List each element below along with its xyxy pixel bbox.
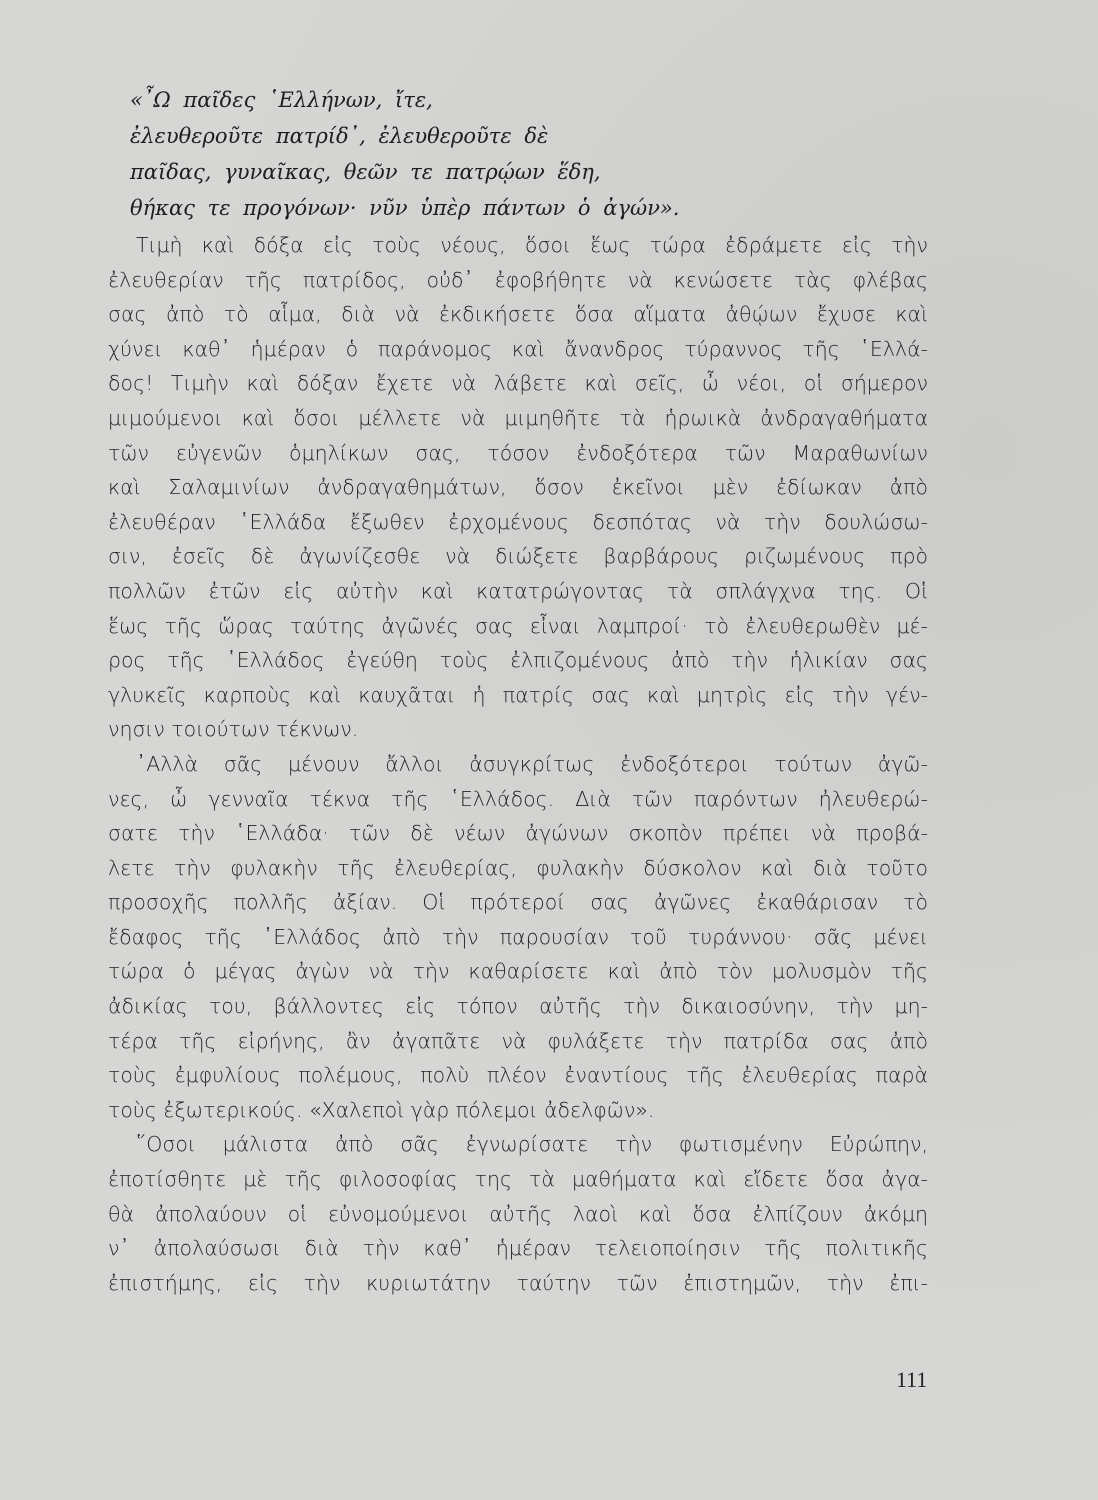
verse-quotation [130, 82, 830, 226]
text-line: σατε τὴν ῾Ελλάδα· τῶν δὲ νέων ἀγώνων σκοπὸν πρέπει νὰ προβά- [108, 821, 928, 846]
text-line: θὰ ἀπολαύουν οἱ εὐνομούμενοι αὐτῆς λαοὶ καὶ ὅσα ἐλπίζουν ἀκόμη [108, 1201, 928, 1226]
text-line: ἐλευθερίαν τῆς πατρίδος, οὐδ᾿ ἐφοβήθητε νὰ κενώσετε τὰς φλέβας [108, 267, 928, 292]
text-line: σιν, ἐσεῖς δὲ ἀγωνίζεσθε νὰ διώξετε βαρβάρους ριζωμένους πρὸ [108, 544, 928, 569]
paragraph [108, 747, 928, 1128]
text-line: σας ἀπὸ τὸ αἷμα, διὰ νὰ ἐκδικήσετε ὅσα αἵματα ἀθῴων ἔχυσε καὶ [108, 302, 928, 327]
text-line: ἐπιστήμης, εἰς τὴν κυριωτάτην ταύτην τῶν ἐπιστημῶν, τὴν ἐπι- [108, 1270, 928, 1295]
text-line: ν᾿ ἀπολαύσωσι διὰ τὴν καθ᾿ ἡμέραν τελειοποίησιν τῆς πολιτικῆς [108, 1236, 928, 1261]
text-line: τοὺς ἐξωτερικούς. «Χαλεποὶ γὰρ πόλεμοι ἀδελφῶν». [108, 1097, 655, 1122]
paragraph [108, 228, 928, 747]
text-line: πολλῶν ἐτῶν εἰς αὐτὴν καὶ κατατρώγοντας τὰ σπλάγχνα της. Οἱ [108, 578, 928, 603]
text-line: τοὺς ἐμφυλίους πολέμους, πολὺ πλέον ἐναντίους τῆς ἐλευθερίας παρὰ [108, 1063, 928, 1088]
verse-line: ἐλευθεροῦτε πατρίδ᾿, ἐλευθεροῦτε δὲ [130, 124, 549, 148]
text-line: ἐλευθέραν ῾Ελλάδα ἔξωθεν ἐρχομένους δεσπότας νὰ τὴν δουλώσω- [108, 509, 928, 534]
text-line: ᾿Αλλὰ σᾶς μένουν ἄλλοι ἀσυγκρίτως ἐνδοξότεροι τούτων ἀγῶ- [136, 751, 928, 776]
text-line: τέρα τῆς εἰρήνης, ἂν ἀγαπᾶτε νὰ φυλάξετε τὴν πατρίδα σας ἀπὸ [108, 1028, 928, 1053]
verse-line: παῖδας, γυναῖκας, θεῶν τε πατρῴων ἕδη, [130, 160, 601, 184]
text-line: δος! Τιμὴν καὶ δόξαν ἔχετε νὰ λάβετε καὶ σεῖς, ὦ νέοι, οἱ σήμερον [108, 371, 928, 396]
text-line: ῞Οσοι μάλιστα ἀπὸ σᾶς ἐγνωρίσατε τὴν φωτισμένην Εὐρώπην, [136, 1132, 928, 1157]
text-line: Τιμὴ καὶ δόξα εἰς τοὺς νέους, ὅσοι ἕως τώρα ἐδράμετε εἰς τὴν [136, 233, 928, 257]
text-line: προσοχῆς πολλῆς ἀξίαν. Οἱ πρότεροί σας ἀγῶνες ἐκαθάρισαν τὸ [108, 890, 928, 915]
text-line: ἀδικίας του, βάλλοντες εἰς τόπον αὐτῆς τὴν δικαιοσύνην, τὴν μη- [108, 994, 928, 1019]
text-line: καὶ Σαλαμινίων ἀνδραγαθημάτων, ὅσον ἐκεῖνοι μὲν ἐδίωκαν ἀπὸ [108, 475, 928, 500]
text-line: ρος τῆς ῾Ελλάδος ἐγεύθη τοὺς ἐλπιζομένους ἀπὸ τὴν ἡλικίαν σας [108, 648, 928, 673]
text-line: τώρα ὁ μέγας ἀγὼν νὰ τὴν καθαρίσετε καὶ ἀπὸ τὸν μολυσμὸν τῆς [108, 959, 928, 984]
text-line: μιμούμενοι καὶ ὅσοι μέλλετε νὰ μιμηθῆτε τὰ ἡρωικὰ ἀνδραγαθήματα [108, 405, 928, 430]
text-line: νησιν τοιούτων τέκνων. [108, 717, 359, 742]
text-line: τῶν εὐγενῶν ὁμηλίκων σας, τόσον ἐνδοξότερα τῶν Μαραθωνίων [108, 440, 928, 465]
verse-line: θήκας τε προγόνων· νῦν ὑπὲρ πάντων ὁ ἀγών». [130, 196, 680, 220]
text-line: ἐποτίσθητε μὲ τῆς φιλοσοφίας της τὰ μαθήματα καὶ εἴδετε ὅσα ἀγα- [108, 1167, 928, 1192]
verse-line: «῏Ω παῖδες ῾Ελλήνων, ἴτε, [130, 88, 433, 112]
text-line: χύνει καθ᾿ ἡμέραν ὁ παράνομος καὶ ἄνανδρος τύραννος τῆς ῾Ελλά- [108, 336, 928, 361]
text-line: ἔδαφος τῆς ῾Ελλάδος ἀπὸ τὴν παρουσίαν τοῦ τυράννου· σᾶς μένει [108, 924, 928, 949]
body-text [108, 228, 928, 1300]
paragraph [108, 1127, 928, 1300]
text-line: λετε τὴν φυλακὴν τῆς ἐλευθερίας, φυλακὴν δύσκολον καὶ διὰ τοῦτο [108, 855, 928, 880]
page-number: 111 [896, 1367, 928, 1392]
text-line: γλυκεῖς καρποὺς καὶ καυχᾶται ἡ πατρίς σας καὶ μητρὶς εἰς τὴν γέν- [108, 682, 928, 707]
text-line: ἕως τῆς ὥρας ταύτης ἀγῶνές σας εἶναι λαμπροί· τὸ ἐλευθερωθὲν μέ- [108, 613, 928, 638]
text-line: νες, ὦ γενναῖα τέκνα τῆς ῾Ελλάδος. Διὰ τῶν παρόντων ἠλευθερώ- [108, 786, 928, 811]
